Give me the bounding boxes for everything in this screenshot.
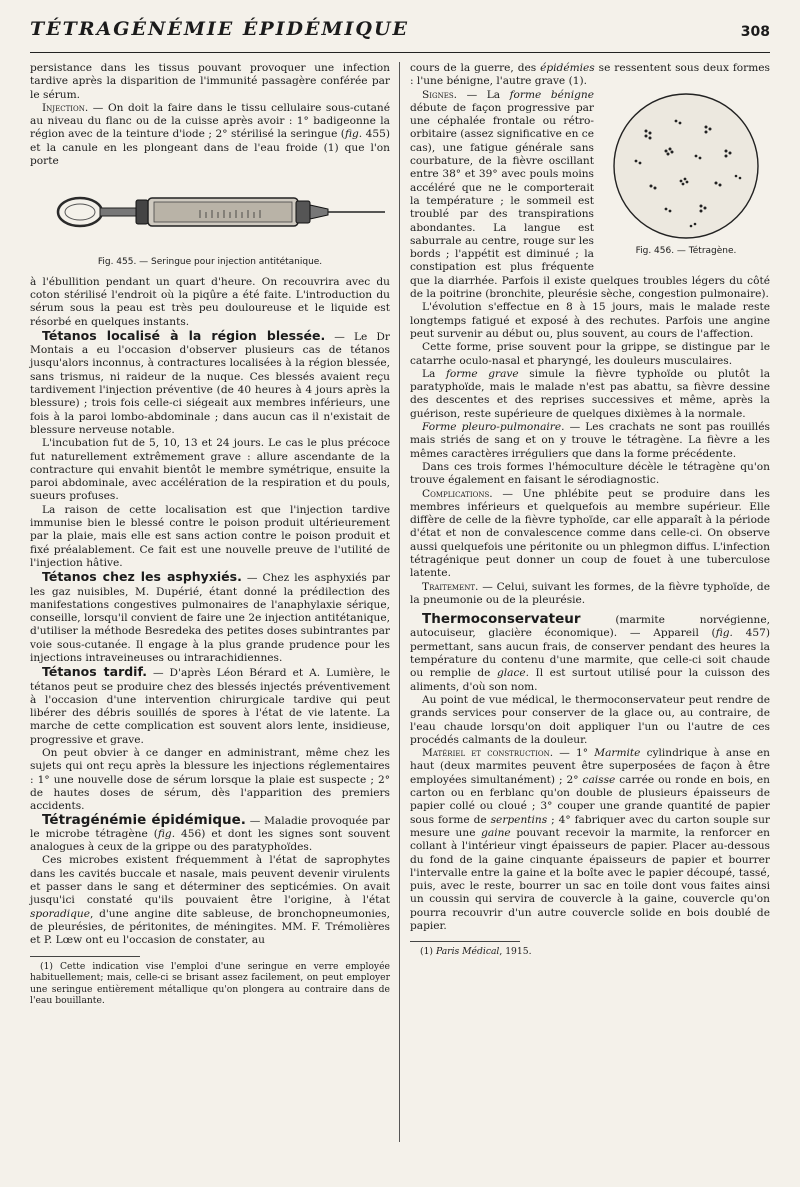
paragraph: Dans ces trois formes l'hémoculture décèle le tétragène qu'on trouve également en faisant le sérodiagnostic. [410,460,770,487]
paragraph [30,854,390,947]
emphasis: Forme pleuro-pulmonaire. [422,421,565,434]
syringe-figure [30,174,390,254]
emphasis: forme bénigne [509,88,594,101]
text: — Chez les asphyxiés par les gaz nuisibles, M. Dupérié, étant donné la prédilection des manifestations congestives pulmonaires de l'anaphylaxie sérique, conseille, lorsqu'il convient de faire une 2e injection antitétanique, d'utiliser la méthode Besredeka des petites doses subintrantes par voie sous-cutanée. Il engage à la plus grande prudence pour les injections intraveineuses ou intrarachidiennes. [30,572,390,664]
section-label: Complications. [422,487,493,500]
emphasis: glace [496,667,526,680]
text: — Une phlébite peut se produire dans les membres inférieurs et quelquefois au membre supérieur. Elle diffère de celle de la fièvre typhoïde, car elle apparaît à la période d'état et non de convalescence comme dans celle-ci. On observe aussi quelquefois une péritonite ou un phlegmon diffus. L'infection tétragénique peut donner un coup de fouet à une tuberculose latente. [410,487,770,580]
text: . Il est surtout utilisé pour la cuisson des aliments, d'où son nom. [410,667,770,693]
section-label: Matériel et construction. [422,747,554,760]
text: La [422,367,446,380]
paragraph-asphyxies [30,570,390,665]
left-column [30,62,390,1007]
section-heading: Tétragénémie épidémique. [42,811,246,828]
text: — Celui, suivant les formes, de la fièvre typhoïde, de la pneumonie ou de la pleurésie. [410,580,770,606]
text: cylindrique à anse en haut (deux marmites peuvent être superposées de façon à être employées simultanément) ; 2° [410,747,770,786]
paragraph: Au point de vue médical, le thermoconservateur peut rendre de grands services pour conserver de la glace ou, au contraire, de l'eau chaude lorsqu'on doit appliquer l'un ou l'autre de ces procédés calmants de la douleur. [410,693,770,746]
text: 457) permettant, sans aucun frais, de conserver pendant des heures la température du contenu d'une marmite, que celle-ci soit chaude ou remplie de [410,627,770,680]
column-divider [399,62,400,1142]
paragraph: L'évolution s'effectue en 8 à 15 jours, mais le malade reste longtemps fatigué et exposé à des rechutes. Parfois une angine peut survenir au début ou, plus souvent, au cours de l'affection. [410,301,770,340]
emphasis: sporadique [30,907,91,920]
paragraph: Cette forme, prise souvent pour la grippe, se distingue par le catarrhe oculo-nasal et pharyngé, les douleurs musculaires. [410,341,770,367]
text: cours de la guerre, des [410,62,541,74]
header-rule [30,52,770,53]
paragraph-tetragenemie [30,811,390,855]
section-heading: Thermoconservateur [422,611,581,628]
emphasis: caisse [582,773,616,786]
paragraph [410,421,770,461]
paragraph: La raison de cette localisation est que l'injection tardive immunise bien le blessé contre le poison produit ultérieurement par la plaie, mais elle est sans action contre le poison produit et fixé préalablement. Ce fait est une nouvelle preuve de l'utilité de l'injection hâtive. [30,503,390,569]
text: débute de façon progressive par une céphalée frontale ou rétro-orbitaire (assez significative en ce cas), une fatigue générale sans courbature, de la fièvre oscillant entre 38° et 39° avec pouls moins accéléré que ne le comporterait la température ; le sommeil est troublé par des transpirations abondantes. La langue est saburrale au centre, rouge sur les bords ; l'appétit est diminué ; la constipation est plus fréquente que la diarrhée. Parfois il existe quelques troubles légers du côté de la poitrine (bronchite, pleurésie sèche, congestion pulmonaire). [410,101,770,301]
footnote [410,946,770,958]
text: 455) et la canule en les plongeant dans de l'eau froide (1) que l'on porte [30,128,390,168]
page-header [30,16,770,46]
section-heading: Tétanos localisé à la région blessée. [42,327,326,343]
figure-caption: Fig. 455. — Seringue pour injection antitétanique. [97,257,323,268]
text: — Les crachats ne sont pas rouillés mais striés de sang et on y trouve le tétragène. La fièvre a les mêmes caractères irréguliers que dans la forme précédente. [410,421,770,460]
section-label: Signes. [422,88,458,101]
paragraph: L'incubation fut de 5, 10, 13 et 24 jours. Le cas le plus précoce fut naturellement extrêmement grave : allure ascendante de la contracture qui envahit bientôt le membre symétrique, ensuite la paroi abdominale, avec accélération de la respiration et du pouls, sueurs profuses. [30,437,390,503]
text: ; 4° fabriquer avec du carton souple sur mesure une [410,813,770,839]
right-column [410,62,770,958]
emphasis: Marmite [594,747,641,760]
text: , d'une angine dite sableuse, de bronchopneumonies, de pleurésies, de péritonites, de méningites. MM. F. Trémolières et P. Lœw ont eu l'occasion de constater, au [30,907,390,947]
paragraph-thermoconservateur [410,613,770,694]
text: (marmite norvégienne, autocuiseur, glacière économique). — Appareil ( [410,614,770,640]
paragraph: On peut obvier à ce danger en administrant, même chez les sujets qui ont reçu après la blessure les injections réglementaires : 1° une nouvelle dose de sérum lorsque la plaie est suspecte ; 2° de hautes doses de sérum, dès l'apparition des premiers accidents. [30,747,390,813]
section-label: Injection. [42,101,89,114]
tetragene-figure [602,91,770,265]
paragraph [410,368,770,421]
footnote-rule [30,956,140,957]
section-label: Traitement. [422,580,479,593]
text: Ces microbes existent fréquemment à l'état de saprophytes dans les cavités buccale et nasale, mais peuvent devenir virulents et passer dans le sang et déterminer des septicémies. On avait jusqu'ici constaté qu'ils pouvaient être l'origine, à l'état [30,854,390,907]
text: — Maladie provoquée par le microbe tétragène ( [30,814,390,840]
footnote-rule [410,941,520,942]
microscope-field-illustration [606,91,766,241]
figure-caption: Fig. 456. — Tétragène. [635,245,737,256]
text: — 1° [553,747,595,760]
text: 456) et dont les signes sont souvent analogues à ceux de la grippe ou des paratyphoïdes. [30,827,390,854]
paragraph-injection [30,102,390,168]
running-title: TÉTRAGÉNÉMIE ÉPIDÉMIQUE [30,18,410,40]
paragraph-complications [410,488,770,581]
figure-ref: fig. [157,827,176,840]
emphasis: Paris Médical [435,946,500,958]
text: se ressentent sous deux formes : l'une bénigne, l'autre grave (1). [410,62,770,88]
page-number: 308 [740,24,770,40]
text: (1) [420,946,436,958]
text: carrée ou ronde en bois, en carton ou en ferblanc qu'on double de plusieurs épaisseurs de papier collé ou cloué ; 3° couper une grande quantité de papier sous forme de [410,773,770,826]
text: simule la fièvre typhoïde ou plutôt la paratyphoïde, mais le malade n'est pas abattu, sa fièvre dessine des descentes et des reprises successives et même, après la guérison, reste supérieure de quelques dixièmes à la normale. [410,367,771,420]
section-heading: Tétanos tardif. [42,664,147,680]
paragraph [410,62,770,89]
emphasis: serpentins [490,813,548,826]
paragraph-tetanos-localise [30,329,390,437]
syringe-illustration [50,174,390,248]
paragraph-tardif [30,665,390,747]
figure-ref: fig. [715,627,733,640]
text: — Le Dr Montais a eu l'occasion d'observer plusieurs cas de tétanos jusqu'alors inconnus, à contractures localisées à la région blessée, sans trismus, ni raideur de la nuque. Ces blessés avaient reçu tardivement l'injection préventive (de 40 heures à 4 jours après la blessure) ; trois fois celle-ci siégeait aux membres inférieurs, une fois à la paroi lombo-abdominale ; dans aucun cas il n'existait de blessure nerveuse notable. [30,330,390,436]
text: — On doit la faire dans le tissu cellulaire sous-cutané au niveau du flanc ou de la cuisse après avoir : 1° badigeonne la région avec de la teinture d'iode ; 2° stérilisé la seringue ( [30,101,390,141]
text: , 1915. [499,946,532,958]
footnote: (1) Cette indication vise l'emploi d'une seringue en verre employée habituellement; mais, celle-ci se brisant assez facilement, on peut employer une seringue entièrement métallique qu'on plongera au contraire dans de l'eau bouillante. [30,960,390,1007]
emphasis: épidémies [540,62,595,74]
paragraph-materiel [410,747,770,933]
emphasis: gaine [481,826,511,839]
emphasis: forme grave [445,367,519,380]
paragraph-traitement [410,581,770,608]
section-heading: Tétanos chez les asphyxiés. [42,569,242,585]
text: — La [457,88,510,101]
text: — D'après Léon Bérard et A. Lumière, le tétanos peut se produire chez des blessés injectés préventivement à l'occasion d'une intervention chirurgicale tardive qui peut libérer des débris souillés de spores à l'état de vie latente. La marche de cette complication est souvent alors lente, insidieuse, progressive et grave. [30,667,390,746]
figure-ref: fig. [344,128,363,141]
paragraph: à l'ébullition pendant un quart d'heure. On recouvrira avec du coton stérilisé l'endroit où la piqûre a été faite. L'introduction du sérum sous la peau est très peu douloureuse et le liquide est résorbé en quelques instants. [30,275,390,328]
text: pouvant recevoir la marmite, la renforcer en collant à l'intérieur vingt épaisseurs de papier. Placer au-dessous du fond de la gaine cinquante épaisseurs de papier et bourrer l'intervalle entre la gaine et la boîte avec le papier découpé, tassé, puis, avec le reste, bourrer un sac en toile dont vous faites ainsi un coussin qui servira de couvercle à la gaine, couvercle qu'on pourra recouvrir d'un autre couvercle solide en bois doublé de papier. [410,826,770,932]
paragraph: persistance dans les tissus pouvant provoquer une infection tardive après la disparition de l'immunité passagère conférée par le sérum. [30,62,390,101]
